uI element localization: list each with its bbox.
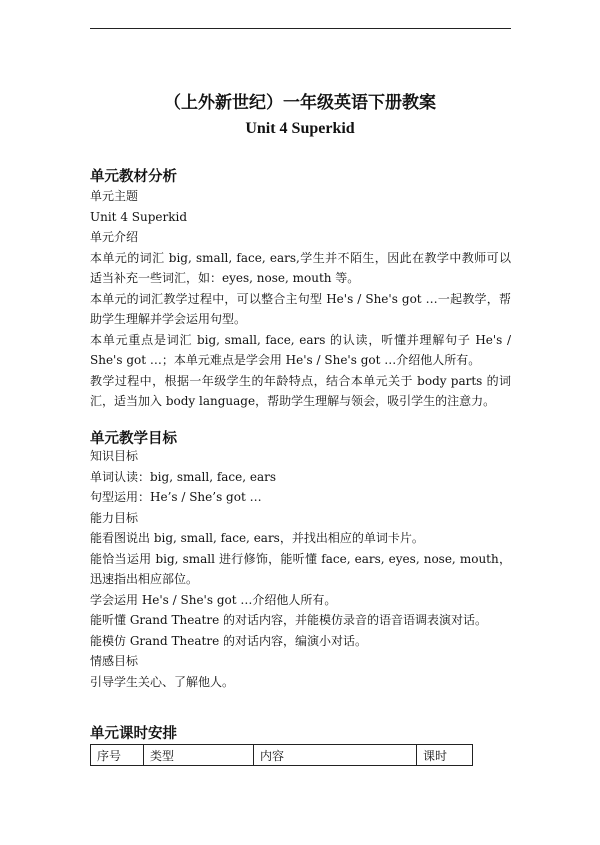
analysis-paragraph: 本单元的词汇教学过程中，可以整合主句型 He's / She's got …一起教学，帮助学生理解并学会运用句型。	[90, 291, 511, 326]
section-heading-schedule: 单元课时安排	[90, 725, 177, 742]
document-title: （上外新世纪）一年级英语下册教案	[164, 93, 436, 113]
analysis-line: 单元主题	[90, 189, 139, 203]
goals-section	[90, 446, 511, 692]
analysis-line: 单元介绍	[90, 230, 139, 244]
schedule-table	[90, 744, 473, 766]
analysis-section	[90, 186, 511, 412]
analysis-paragraph: 本单元的词汇 big, small, face, ears,学生并不陌生，因此在教学中教师可以适当补充一些词汇，如：eyes, nose, mouth 等。	[90, 250, 511, 285]
table-header-cell: 序号	[91, 745, 144, 766]
table-header-cell: 课时	[417, 745, 473, 766]
table-header-row	[91, 745, 473, 766]
analysis-paragraph: 本单元重点是词汇 big, small, face, ears 的认读，听懂并理解句子 He's / She's got …；本单元难点是学会用 He's / She's got …介绍他人所有。	[90, 332, 511, 367]
goal-line: 单词认读：big, small, face, ears	[90, 469, 277, 484]
table-header-cell: 类型	[144, 745, 254, 766]
analysis-paragraph: 教学过程中，根据一年级学生的年龄特点，结合本单元关于 body parts 的词汇，适当加入 body language，帮助学生理解与领会，吸引学生的注意力。	[90, 373, 511, 408]
goal-line: 能恰当运用 big, small 进行修饰，能听懂 face, ears, eyes, nose, mouth，迅速指出相应部位。	[90, 551, 511, 586]
table-header-cell: 内容	[254, 745, 417, 766]
section-heading-goals: 单元教学目标	[90, 430, 177, 447]
goal-line: 能听懂 Grand Theatre 的对话内容，并能模仿录音的语音语调表演对话。	[90, 613, 487, 627]
goal-line: 引导学生关心、了解他人。	[90, 674, 235, 689]
document-subtitle: Unit 4 Superkid	[245, 120, 355, 137]
header-rule	[90, 28, 511, 29]
section-heading-analysis: 单元教材分析	[90, 168, 177, 185]
goal-line: 句型运用：He’s / She’s got …	[90, 490, 262, 504]
goal-line: 能看图说出 big, small, face, ears，并找出相应的单词卡片。	[90, 531, 424, 545]
analysis-line: Unit 4 Superkid	[90, 209, 188, 224]
goal-line: 能模仿 Grand Theatre 的对话内容，编演小对话。	[90, 633, 367, 648]
goal-line: 学会运用 He's / She's got …介绍他人所有。	[90, 592, 337, 607]
goal-line: 情感目标	[90, 654, 139, 668]
goal-line: 知识目标	[90, 449, 139, 463]
goal-line: 能力目标	[90, 510, 139, 525]
